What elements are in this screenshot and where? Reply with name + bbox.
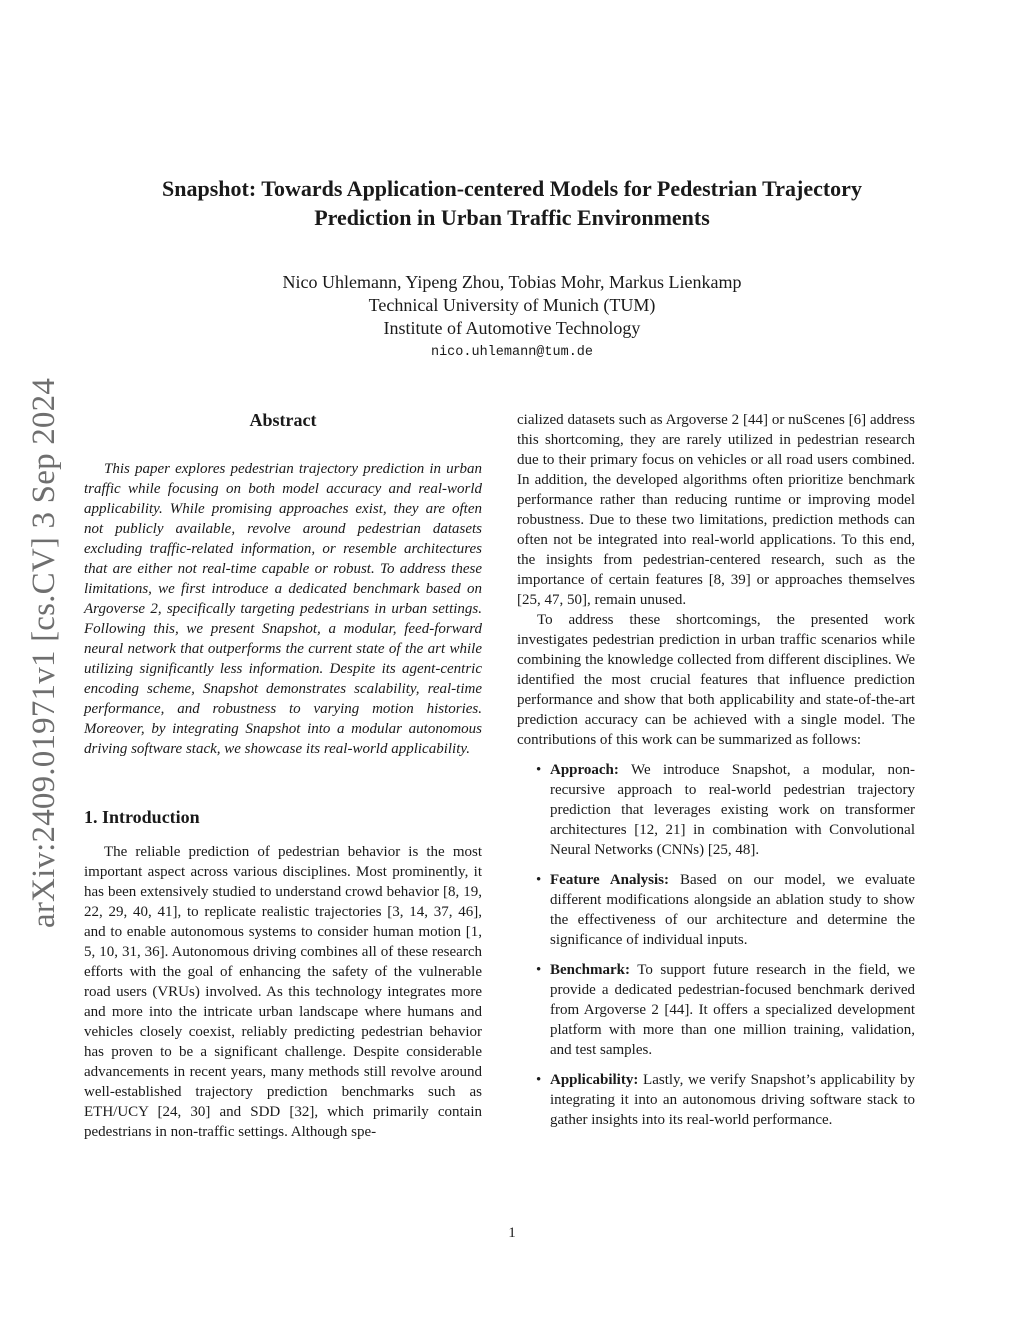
bullet-icon: • [536,962,542,978]
page-number: 1 [508,1225,516,1241]
introduction-paragraph-1-continued: cialized datasets such as Argoverse 2 [44] or nuScenes [6] address this shortcoming, they are rarely utilized in pedestrian research due to their primary focus on vehicles or all road users combined. In addition, the developed algorithms often prioritize benchmark performance rather than reducing runtime or improving model robustness. Due to these two limitations, prediction methods can often not be integrated into real-world applications. To this end, the insights from pedestrian-centered research, such as the importance of certain features [8, 39] or approaches themselves [25, 47, 50], remain unused. [517,412,915,608]
introduction-paragraph-2: To address these shortcomings, the presented work investigates pedestrian prediction in urban traffic scenarios while combining the knowledge collected from different disciplines. We identified the most crucial features that influence prediction performance and show that both applicability and state-of-the-art prediction accuracy can be achieved with a single model. The contributions of this work can be summarized as follows: [517,612,915,748]
paper-title-line-2: Prediction in Urban Traffic Environments [314,205,710,230]
abstract-heading: Abstract [249,410,317,430]
contribution-text: Lastly, we verify Snapshot’s applicability by integrating it into an autonomous driving software stack to gather insights into its real-world performance. [550,1072,916,1128]
list-item [517,760,915,860]
paper-title-line-1: Snapshot: Towards Application-centered Models for Pedestrian Trajectory [162,176,862,201]
author-affiliation-university: Technical University of Munich (TUM) [368,295,656,315]
author-affiliation-institute: Institute of Automotive Technology [383,318,641,338]
bullet-icon: • [536,872,542,888]
contribution-text: To support future research in the field, we provide a dedicated pedestrian-focused benchmark derived from Argoverse 2 [44]. It offers a specialized development platform with more than one million training, validation, and test samples. [550,962,915,1058]
abstract-text: This paper explores pedestrian trajectory prediction in urban traffic while focusing on both model accuracy and real-world applicability. While promising approaches exist, they are often not publicly available, revolve around pedestrian datasets excluding traffic-related information, or resemble architectures that are either not real-time capable or robust. To address these limitations, we first introduce a dedicated benchmark based on Argoverse 2, specifically targeting pedestrians in urban settings. Following this, we present Snapshot, a modular, feed-forward neural network that outperforms the current state of the art while utilizing significantly less information. Despite its agent-centric encoding scheme, Snapshot demonstrates scalability, real-time performance, and robustness to varying motion histories. Moreover, by integrating Snapshot into a modular autonomous driving software stack, we showcase its real-world applicability. [84,461,482,757]
introduction-heading: 1. Introduction [84,807,200,827]
bullet-icon: • [536,762,542,778]
arxiv-identifier-text: arXiv:2409.01971v1 [cs.CV] 3 Sep 2024 [26,377,62,928]
contribution-label: Approach: [550,762,619,778]
list-item [517,870,915,950]
list-item [517,960,915,1060]
left-column [84,408,482,1142]
arxiv-identifier [24,362,66,928]
contribution-text: We introduce Snapshot, a modular, non-recursive approach to real-world pedestrian trajectory prediction that leverages existing work on transformer architectures [12, 21] in combination with Convolutional Neural Networks (CNNs) [25, 48]. [550,762,915,858]
introduction-paragraph-1: The reliable prediction of pedestrian behavior is the most important aspect across various disciplines. Most prominently, it has been extensively studied to understand crowd behavior [8, 19, 22, 29, 40, 41], to replicate realistic trajectories [3, 14, 37, 46], and to enable autonomous systems to consider human motion [1, 5, 10, 31, 36]. Autonomous driving combines all of these research efforts with the goal of enhancing the safety of the vulnerable road users (VRUs) involved. As this technology integrates more and more into the intricate urban landscape where humans and vehicles closely coexist, reliably predicting pedestrian behavior has proven to be a significant challenge. Despite considerable advancements in recent years, many methods still revolve around well-established trajectory prediction benchmarks such as ETH/UCY [24, 30] and SDD [32], which primarily contain pedestrians in non-traffic settings. Although spe- [84,844,482,1140]
bullet-icon: • [536,1072,542,1088]
paper-title [80,174,944,232]
contribution-label: Feature Analysis: [550,872,669,888]
contributions-list [517,760,915,1130]
list-item [517,1070,915,1130]
contribution-label: Benchmark: [550,962,630,978]
right-column [517,410,915,1140]
contribution-label: Applicability: [550,1072,639,1088]
author-names: Nico Uhlemann, Yipeng Zhou, Tobias Mohr, Markus Lienkamp [282,272,742,292]
author-block [80,271,944,366]
author-email: nico.uhlemann@tum.de [430,345,594,360]
contribution-text: Based on our model, we evaluate different modifications alongside an ablation study to show the effectiveness of our architecture and determine the significance of individual inputs. [550,872,916,948]
